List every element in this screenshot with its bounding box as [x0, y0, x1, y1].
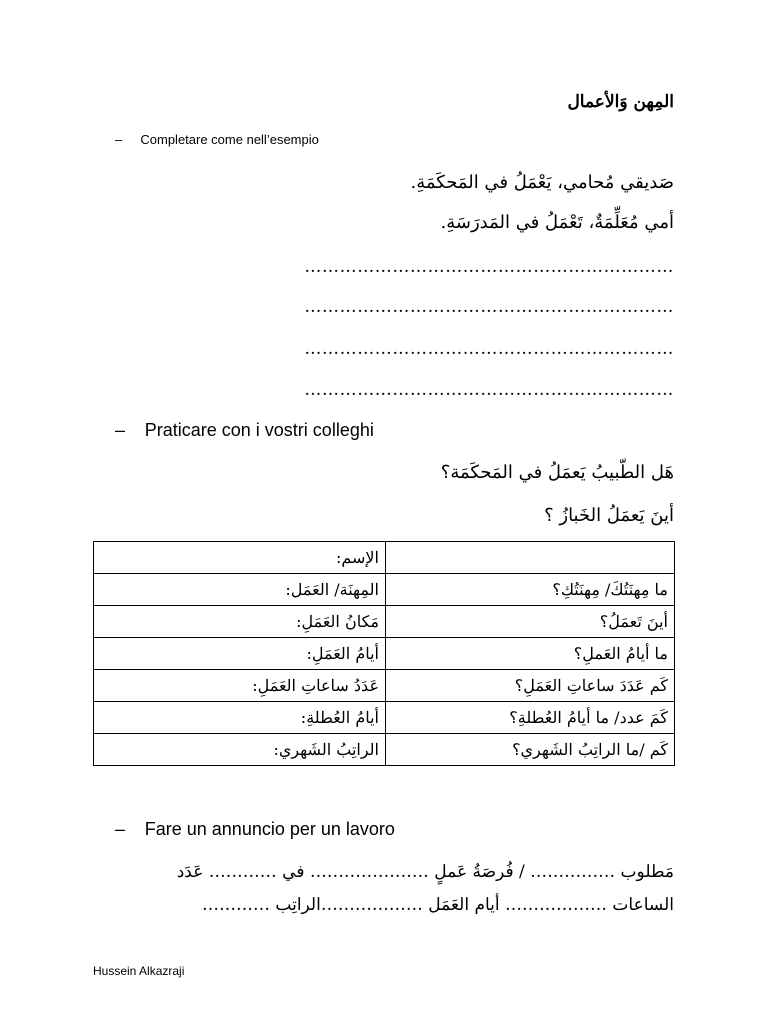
row-question: كَم عَدَدَ ساعاتِ العَمَلِ؟	[386, 670, 675, 702]
example-sentence-2: أمي مُعَلِّمَةٌ، تَعْمَلُ في المَدرَسَةِ.	[440, 212, 674, 233]
instruction-announce	[115, 819, 395, 840]
table-row	[94, 702, 675, 734]
page-title: المِهن وَالأعمال	[567, 92, 674, 112]
answer-line-1: ………………………………………………………	[304, 257, 674, 277]
announcement-line-1: مَطلوب …………… / فُرصَةُ عَملٍ ………………… في ………… عَدَد	[176, 862, 674, 882]
instruction-practice-text: Praticare con i vostri colleghi	[144, 420, 374, 440]
row-label: أيامُ العَمَلِ:	[94, 638, 386, 670]
table-row	[94, 574, 675, 606]
answer-line-2: ………………………………………………………	[304, 297, 674, 317]
table-row	[94, 734, 675, 766]
row-label: أيامُ العُطلةِ:	[94, 702, 386, 734]
row-question	[386, 542, 675, 574]
bullet-dash: –	[115, 420, 126, 440]
worksheet-table	[93, 541, 675, 766]
instruction-complete	[115, 132, 319, 148]
table-row	[94, 670, 675, 702]
row-question: كَم /ما الراتِبُ الشَهري؟	[386, 734, 675, 766]
bullet-dash: –	[115, 819, 126, 839]
answer-line-4: ………………………………………………………	[304, 380, 674, 400]
answer-line-3: ………………………………………………………	[304, 339, 674, 359]
question-2: أينَ يَعمَلُ الخَبازُ ؟	[544, 505, 674, 526]
row-label: المِهنَة/ العَمَل:	[94, 574, 386, 606]
bullet-dash: –	[115, 132, 123, 147]
question-1: هَل الطّبيبُ يَعمَلُ في المَحكَمَة؟	[440, 462, 674, 483]
table-row	[94, 542, 675, 574]
row-label: مَكانُ العَمَلِ:	[94, 606, 386, 638]
example-sentence-1: صَديقي مُحامي، يَعْمَلُ في المَحكَمَةِ.	[410, 172, 674, 193]
table-row	[94, 606, 675, 638]
instruction-announce-text: Fare un annuncio per un lavoro	[144, 819, 395, 839]
row-question: ما أيامُ العَملِ؟	[386, 638, 675, 670]
instruction-practice	[115, 420, 374, 441]
row-question: ما مِهنَتُكَ/ مِهنَتُكِ؟	[386, 574, 675, 606]
row-label: الراتِبُ الشَهري:	[94, 734, 386, 766]
footer-author: Hussein Alkazraji	[93, 964, 185, 978]
table-row	[94, 638, 675, 670]
row-question: كَمَ عدد/ ما أيامُ العُطلةِ؟	[386, 702, 675, 734]
row-label: عَدَدُ ساعاتِ العَمَلِ:	[94, 670, 386, 702]
announcement-line-2: الساعات ……………… أيام العَمَل ………………الراتِب …………	[202, 895, 674, 915]
row-question: أينَ تَعمَلُ؟	[386, 606, 675, 638]
row-label: الإسم:	[94, 542, 386, 574]
instruction-complete-text: Completare come nell’esempio	[140, 132, 319, 147]
